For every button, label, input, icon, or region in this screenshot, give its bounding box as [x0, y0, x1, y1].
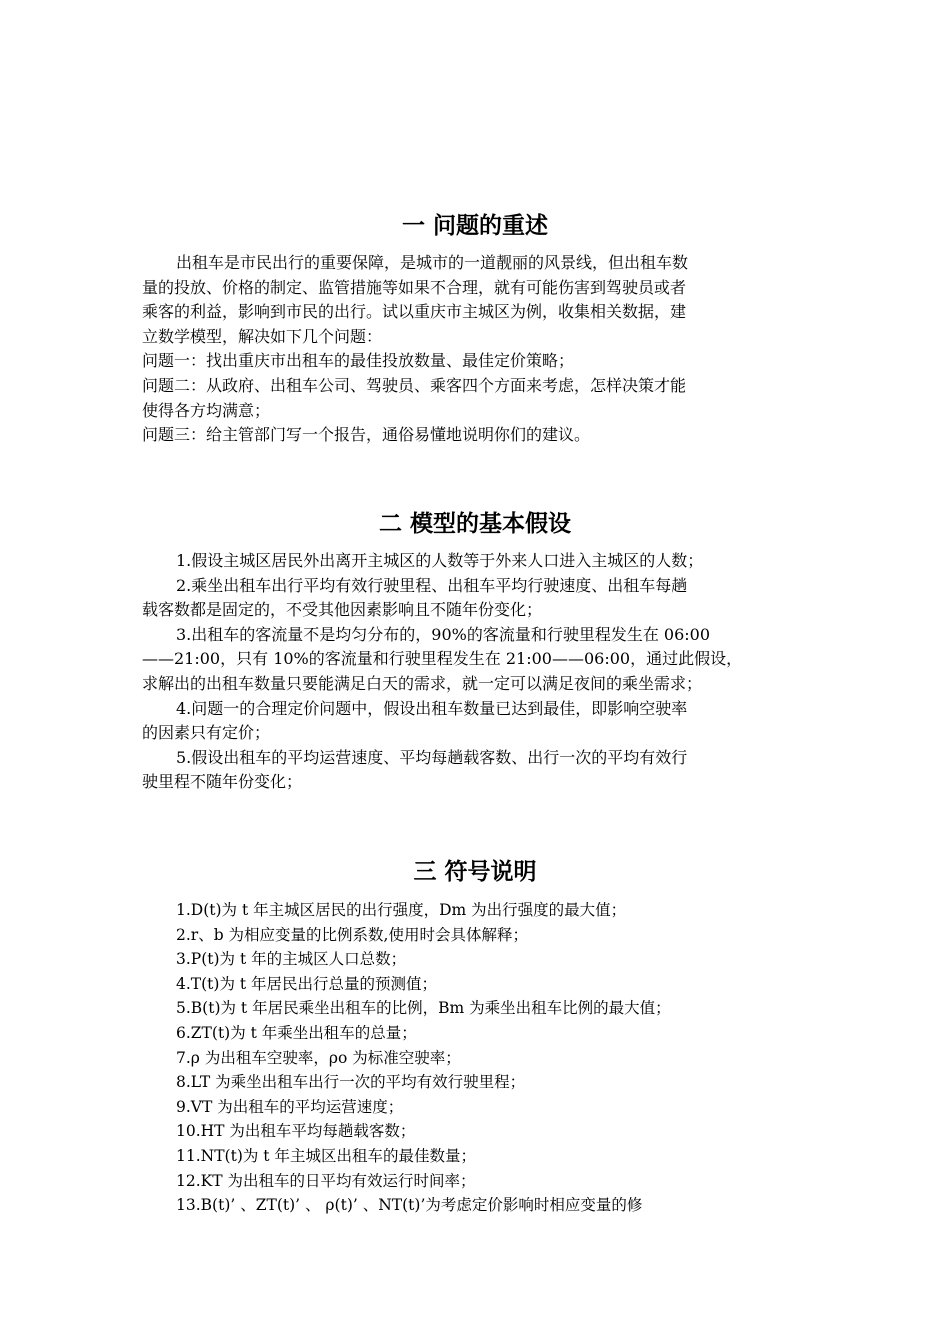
paragraph-line: 出租车是市民出行的重要保障，是城市的一道靓丽的风景线，但出租车数 — [176, 253, 689, 272]
symbol-list — [176, 898, 816, 1218]
restatement-paragraph — [142, 251, 808, 448]
assumption-1: 1.假设主城区居民外出离开主城区的人数等于外来人口进入主城区的人数； — [176, 551, 704, 570]
section-title-symbols: 三 符号说明 — [413, 859, 537, 885]
section-title-assumptions: 二 模型的基本假设 — [378, 511, 571, 537]
assumption-4-continued: 的因素只有定价； — [142, 723, 271, 743]
symbol-item: 3.P(t)为 t 年的主城区人口总数； — [176, 950, 407, 969]
assumption-3: 3.出租车的客流量不是均匀分布的，90%的客流量和行驶里程发生在 06:00 — [176, 624, 711, 644]
symbol-item: 5.B(t)为 t 年居民乘坐出租车的比例，Bm 为乘坐出租车比例的最大值； — [176, 999, 671, 1018]
symbol-item: 8.LT 为乘坐出租车出行一次的平均有效行驶里程； — [176, 1073, 526, 1092]
symbol-item: 1.D(t)为 t 年主城区居民的出行强度，Dm 为出行强度的最大值； — [176, 901, 627, 919]
assumption-2: 2.乘坐出租车出行平均有效行驶里程、出租车平均行驶速度、出租车每趟 — [176, 575, 688, 595]
question-3: 问题三：给主管部门写一个报告，通俗易懂地说明你们的建议。 — [142, 425, 591, 445]
symbol-item: 9.VT 为出租车的平均运营速度； — [176, 1097, 404, 1116]
assumption-3-continued: ——21:00，只有 10%的客流量和行驶里程发生在 21:00——06:00，通过此假设， — [142, 649, 743, 669]
symbol-item: 7.ρ 为出租车空驶率，ρo 为标准空驶率； — [176, 1048, 461, 1067]
question-2: 问题二：从政府、出租车公司、驾驶员、乘客四个方面来考虑，怎样决策才能 — [142, 375, 687, 395]
assumption-5: 5.假设出租车的平均运营速度、平均每趟载客数、出行一次的平均有效行 — [176, 747, 688, 767]
symbol-item: 11.NT(t)为 t 年主城区出租车的最佳数量； — [176, 1146, 476, 1165]
question-2-continued: 使得各方均满意； — [142, 400, 271, 420]
symbol-item: 4.T(t)为 t 年居民出行总量的预测值； — [176, 974, 438, 993]
paragraph-line: 乘客的利益，影响到市民的出行。试以重庆市主城区为例，收集相关数据，建 — [142, 302, 687, 322]
symbol-item: 2.r、b 为相应变量的比例系数,使用时会具体解释； — [176, 925, 528, 944]
paragraph-line: 立数学模型，解决如下几个问题： — [142, 326, 383, 346]
symbol-item: 6.ZT(t)为 t 年乘坐出租车的总量； — [176, 1023, 417, 1042]
symbol-item: 10.HT 为出租车平均每趟载客数； — [176, 1122, 416, 1141]
assumption-4: 4.问题一的合理定价问题中，假设出租车数量已达到最佳，即影响空驶率 — [176, 698, 688, 718]
symbol-item: 12.KT 为出租车的日平均有效运行时间率； — [176, 1171, 476, 1190]
assumption-2-continued: 载客数都是固定的，不受其他因素影响且不随年份变化； — [142, 600, 543, 620]
paragraph-line: 量的投放、价格的制定、监管措施等如果不合理，就有可能伤害到驾驶员或者 — [142, 277, 687, 297]
assumption-5-continued: 驶里程不随年份变化； — [142, 772, 303, 792]
assumption-3-continued: 求解出的出租车数量只要能满足白天的需求，就一定可以满足夜间的乘坐需求； — [142, 673, 703, 693]
symbol-item: 13.B(t)’ 、ZT(t)’ 、 ρ(t)’ 、NT(t)’为考虑定价影响时相应变量的修 — [176, 1196, 643, 1215]
section-title-restatement: 一 问题的重述 — [401, 213, 548, 239]
question-1: 问题一：找出重庆市出租车的最佳投放数量、最佳定价策略； — [142, 351, 575, 371]
assumptions-paragraph — [142, 549, 808, 795]
